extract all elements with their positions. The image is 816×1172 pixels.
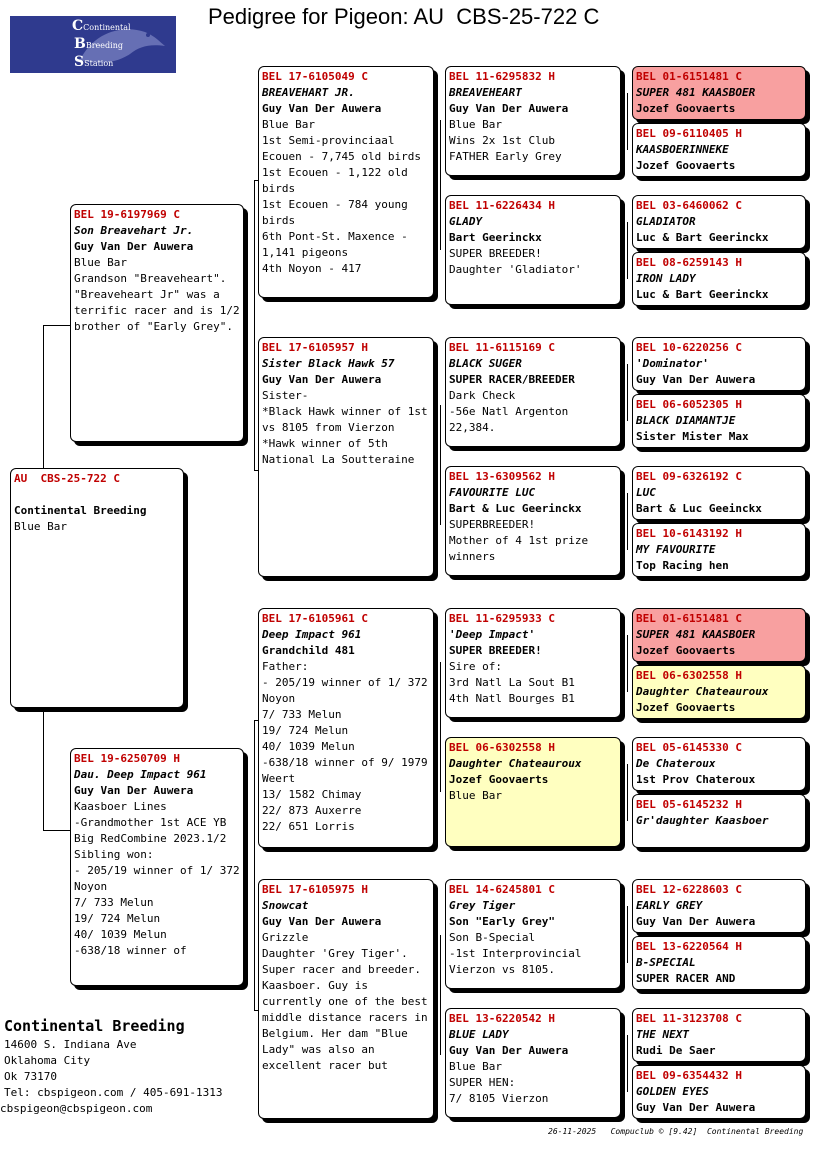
ring-number: BEL 09-6110405 H [636,127,742,140]
ring-number: BEL 17-6105049 C [262,70,368,83]
ring-number: BEL 13-6309562 H [449,470,555,483]
pigeon-name: BREAVEHEART [449,86,522,99]
ring-number: BEL 06-6302558 H [636,669,742,682]
ring-number: BEL 01-6151481 C [636,612,742,625]
pigeon-name: BLACK DIAMANTJE [636,414,736,427]
connector-line [627,93,628,150]
description-line: Dark Check [449,389,516,402]
pedigree-card-dam[interactable] [70,748,247,986]
description-line: "Breaveheart Jr" was a terrific racer and is 1/2 brother of "Early Grey". [74,288,247,333]
pedigree-card-g5-10[interactable] [632,665,806,719]
ring-number: BEL 06-6302558 H [449,741,555,754]
description-line: Blue Bar [14,520,67,533]
pigeon-name: SUPER 481 KAASBOER [636,628,756,641]
owner: Guy Van Der Auwera [449,102,569,115]
pigeon-name: BLACK SUGER [449,357,522,370]
owner: Jozef Goovaerts [636,102,736,115]
owner: Guy Van Der Auwera [262,373,382,386]
ring-number: BEL 10-6143192 H [636,527,742,540]
pedigree-card-g5-13[interactable] [632,879,806,933]
description-line: 6th Pont-St. Maxence - 1,141 pigeons [262,230,415,259]
pedigree-card-g5-8[interactable] [632,523,806,577]
pigeon-name: B-SPECIAL [636,956,696,969]
pigeon-name: Gr'daughter Kaasboer [636,814,769,827]
description-line: -638/18 winner of 9/ 1979 Weert [262,756,435,785]
description-line: - 205/19 winner of 1/ 372 Noyon [74,864,247,893]
pedigree-card-ssd[interactable] [445,195,621,305]
pigeon-name: GOLDEN EYES [636,1085,709,1098]
owner: Jozef Goovaerts [636,159,736,172]
description-line: Blue Bar [74,256,127,269]
pigeon-name: BREAVEHART JR. [262,86,355,99]
owner: Luc & Bart Geerinckx [636,231,769,244]
description-line: Mother of 4 1st prize winners [449,534,595,563]
description-line: 13/ 1582 Chimay [262,788,362,801]
ring-number: BEL 11-6295832 H [449,70,555,83]
ring-number: BEL 08-6259143 H [636,256,742,269]
breeder-city: Oklahoma City [4,1054,91,1067]
pedigree-card-g5-5[interactable] [632,337,806,391]
description-line: -56e Natl Argenton 22,384. [449,405,575,434]
pigeon-name: BLUE LADY [449,1028,509,1041]
ring-number: BEL 19-6250709 H [74,752,180,765]
pedigree-card-ddd[interactable] [445,1008,621,1118]
ring-number: BEL 13-6220542 H [449,1012,555,1025]
pedigree-card-g5-6[interactable] [632,394,806,448]
description-line: 3rd Natl La Sout B1 [449,676,575,689]
owner: Grandchild 481 [262,644,355,657]
pigeon-name: Daughter Chateauroux [449,757,582,770]
connector-line [440,935,441,1055]
owner: Rudi De Saer [636,1044,716,1057]
connector-line [627,635,628,692]
owner: 1st Prov Chateroux [636,773,756,786]
pedigree-card-g5-12[interactable] [632,794,806,848]
pedigree-card-g5-15[interactable] [632,1008,806,1062]
description-line: 40/ 1039 Melun [262,740,355,753]
description-line: 4th Noyon - 417 [262,262,362,275]
description-line: -Grandmother 1st ACE YB Big RedCombine 2023.1/2 Sibling won: [74,816,233,861]
ring-number: BEL 09-6326192 C [636,470,742,483]
pedigree-card-g5-11[interactable] [632,737,806,791]
description-line: Grizzle [262,931,309,944]
connector-line [254,180,255,470]
ring-number: AU CBS-25-722 C [14,472,120,485]
connector-line [254,720,255,1010]
ring-number: BEL 17-6105957 H [262,341,368,354]
description-line: SUPER HEN: [449,1076,516,1089]
logo-line-3: SStation [74,54,114,70]
owner: Jozef Goovaerts [636,701,736,714]
description-line: Sire of: [449,660,502,673]
connector-line [43,707,44,831]
ring-number: BEL 05-6145232 H [636,798,742,811]
ring-number: BEL 05-6145330 C [636,741,742,754]
pigeon-name: GLADY [449,215,483,228]
breeder-name: Continental Breeding [4,1017,185,1035]
pedigree-card-dsd[interactable] [445,737,621,847]
breeder-email: cbspigeon@cbspigeon.com [0,1102,153,1115]
description-line: 1st Ecouen - 1,122 old birds [262,166,415,195]
description-line: *Black Hawk winner of 1st vs 8105 from Vierzon [262,405,435,434]
description-line: - 205/19 winner of 1/ 372 Noyon [262,676,435,705]
description-line: FATHER Early Grey [449,150,562,163]
ring-number: BEL 01-6151481 C [636,70,742,83]
connector-line [43,830,71,831]
connector-line [440,405,441,525]
description-line: Blue Bar [449,789,502,802]
pigeon-name: FAVOURITE LUC [449,486,536,499]
ring-number: BEL 11-3123708 C [636,1012,742,1025]
pigeon-name: Snowcat [262,899,309,912]
pedigree-card-g5-4[interactable] [632,252,806,306]
pigeon-name: 'Deep Impact' [449,628,536,641]
owner: Son "Early Grey" [449,915,555,928]
ring-number: BEL 10-6220256 C [636,341,742,354]
pigeon-name: MY FAVOURITE [636,543,716,556]
logo-line-1: CContinental [72,18,131,34]
description-line: Grandson "Breaveheart". [74,272,227,285]
ring-number: BEL 11-6115169 C [449,341,555,354]
pedigree-card-sire[interactable] [70,204,247,442]
pedigree-card-g5-1[interactable] [632,66,806,120]
description-line: 40/ 1039 Melun [74,928,167,941]
connector-line [43,325,71,326]
pedigree-card-g5-2[interactable] [632,123,806,177]
pigeon-name: SUPER 481 KAASBOER [636,86,756,99]
pigeon-name: Deep Impact 961 [262,628,362,641]
owner: Guy Van Der Auwera [262,915,382,928]
pedigree-card-g5-16[interactable] [632,1065,806,1119]
pedigree-card-sd[interactable] [258,337,434,577]
description-line: 7/ 733 Melun [74,896,154,909]
owner: SUPER RACER AND [636,972,736,985]
owner: Bart & Luc Geerinckx [449,502,582,515]
pigeon-name: EARLY GREY [636,899,703,912]
owner: Guy Van Der Auwera [74,784,194,797]
ring-number: BEL 14-6245801 C [449,883,555,896]
pigeon-name: LUC [636,486,656,499]
pedigree-card-dss[interactable] [445,608,621,718]
owner: Guy Van Der Auwera [636,915,756,928]
ring-number: BEL 17-6105975 H [262,883,368,896]
connector-line [627,364,628,421]
owner: Bart Geerinckx [449,231,542,244]
pigeon-name: KAASBOERINNEKE [636,143,729,156]
connector-line [627,1035,628,1092]
ring-number: BEL 03-6460062 C [636,199,742,212]
description-line: Kaasboer Lines [74,800,167,813]
description-line: 4th Natl Bourges B1 [449,692,575,705]
pigeon-name: Sister Black Hawk 57 [262,357,395,370]
description-line: 7/ 733 Melun [262,708,342,721]
description-line: Blue Bar [449,1060,502,1073]
pigeon-name: Daughter Chateauroux [636,685,769,698]
breeder-address: 14600 S. Indiana Ave [4,1038,137,1051]
footer: 26-11-2025 Compuclub © [9.42] Continental Breeding [548,1127,804,1136]
pedigree-card-g5-9[interactable] [632,608,806,662]
pigeon-name: 'Dominator' [636,357,709,370]
owner: Guy Van Der Auwera [636,373,756,386]
ring-number: BEL 13-6220564 H [636,940,742,953]
logo-line-2: BBreeding [74,36,123,52]
pedigree-card-g5-3[interactable] [632,195,806,249]
description-line: Daughter 'Grey Tiger'. Super racer and breeder. Kaasboer. Guy is currently one of the best middle distance racers in Belgium. Her dam "Blue Lady" was also an excellent racer but [262,947,435,1072]
description-line: 7/ 8105 Vierzon [449,1092,549,1105]
connector-line [627,493,628,550]
owner: Jozef Goovaerts [636,644,736,657]
breeder-state: Ok 73170 [4,1070,57,1083]
description-line: 22/ 873 Auxerre [262,804,362,817]
pigeon-name: Son Breavehart Jr. [74,224,194,237]
description-line: -638/18 winner of [74,944,187,957]
pedigree-card-ds[interactable] [258,608,434,848]
ring-number: BEL 09-6354432 H [636,1069,742,1082]
ring-number: BEL 11-6226434 H [449,199,555,212]
pedigree-card-ss[interactable] [258,66,434,298]
pedigree-card-sds[interactable] [445,337,621,447]
description-line: Father: [262,660,309,673]
owner: Sister Mister Max [636,430,749,443]
connector-line [440,662,441,792]
description-line: -1st Interprovincial Vierzon vs 8105. [449,947,589,976]
breeder-info [0,1017,223,1117]
owner: Luc & Bart Geerinckx [636,288,769,301]
ring-number: BEL 19-6197969 C [74,208,180,221]
pigeon-name: GLADIATOR [636,215,696,228]
description-line: SUPER BREEDER! [449,247,542,260]
pigeon-name: IRON LADY [636,272,696,285]
connector-line [627,764,628,821]
owner: Bart & Luc Geeinckx [636,502,762,515]
description-line: 22/ 651 Lorris [262,820,355,833]
owner: SUPER RACER/BREEDER [449,373,575,386]
owner: Guy Van Der Auwera [262,102,382,115]
pigeon-name: THE NEXT [636,1028,689,1041]
pedigree-card-dd[interactable] [258,879,434,1119]
description-line: Sister- [262,389,309,402]
connector-line [440,120,441,250]
description-line: 19/ 724 Melun [74,912,161,925]
owner: Top Racing hen [636,559,729,572]
pedigree-card-sss[interactable] [445,66,621,176]
pedigree-card-dds[interactable] [445,879,621,989]
pigeon-name: De Chateroux [636,757,716,770]
owner: Continental Breeding [14,504,147,517]
breeder-phone: Tel: cbspigeon.com / 405-691-1313 [4,1086,223,1099]
pedigree-card-sdd[interactable] [445,466,621,576]
connector-line [627,906,628,963]
ring-number: BEL 17-6105961 C [262,612,368,625]
pedigree-card-g5-7[interactable] [632,466,806,520]
owner: Guy Van Der Auwera [74,240,194,253]
description-line: Blue Bar [449,118,502,131]
logo [10,16,176,73]
connector-line [43,325,44,470]
owner: Guy Van Der Auwera [636,1101,756,1114]
owner: Jozef Goovaerts [449,773,549,786]
description-line: 1st Semi-provinciaal Ecouen - 7,745 old birds [262,134,421,163]
ring-number: BEL 11-6295933 C [449,612,555,625]
owner: Guy Van Der Auwera [449,1044,569,1057]
description-line: 19/ 724 Melun [262,724,349,737]
pedigree-card-g5-14[interactable] [632,936,806,990]
description-line: 1st Ecouen - 784 young birds [262,198,415,227]
owner: SUPER BREEDER! [449,644,542,657]
description-line: Daughter 'Gladiator' [449,263,582,276]
description-line: SUPERBREEDER! [449,518,536,531]
description-line: Son B-Special [449,931,536,944]
pigeon-name: Dau. Deep Impact 961 [74,768,207,781]
connector-line [627,222,628,279]
ring-number: BEL 12-6228603 C [636,883,742,896]
page-title: Pedigree for Pigeon: AU CBS-25-722 C [208,4,600,29]
description-line: Blue Bar [262,118,315,131]
ring-number: BEL 06-6052305 H [636,398,742,411]
pigeon-name: Grey Tiger [449,899,516,912]
pedigree-card-root[interactable] [10,468,184,708]
description-line: *Hawk winner of 5th National La Soutteraine [262,437,415,466]
description-line: Wins 2x 1st Club [449,134,555,147]
